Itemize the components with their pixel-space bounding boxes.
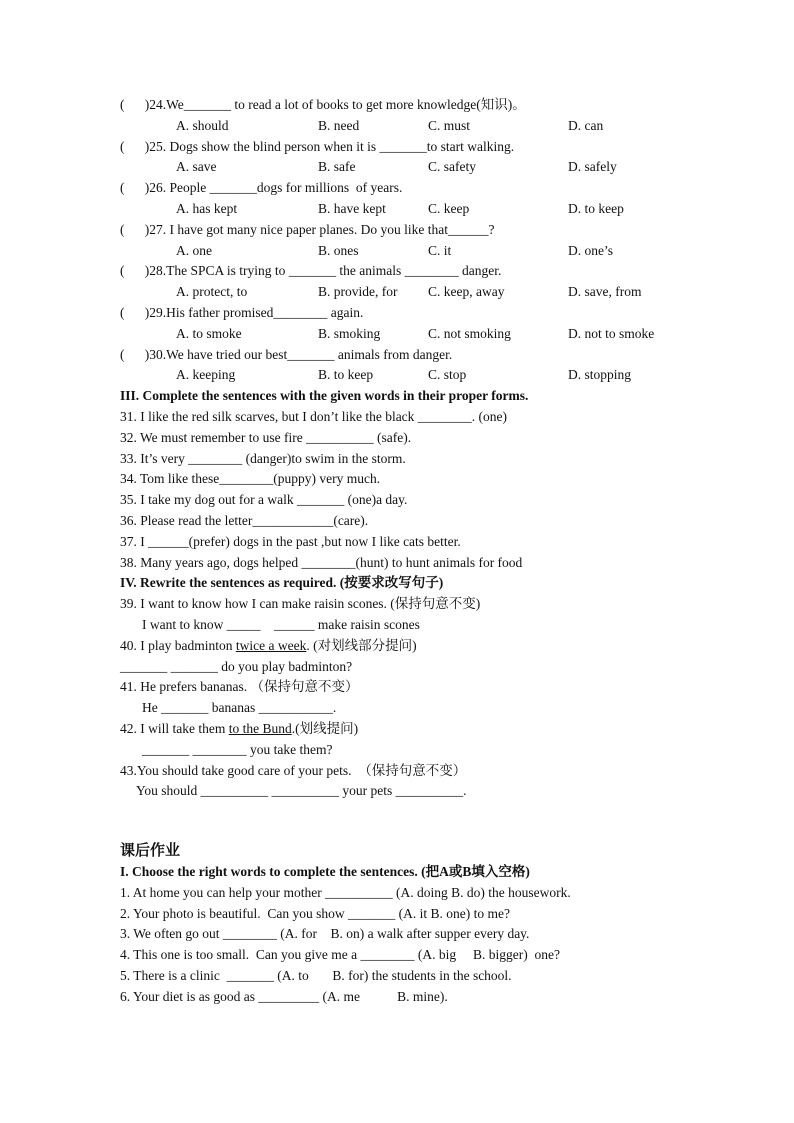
homework-item-6: 6. Your diet is as good as _________ (A. me B. mine). [120,988,448,1004]
option-d: D. stopping [568,367,632,383]
option-b: B. provide, for [318,284,398,300]
item-34: 34. Tom like these________(puppy) very much. [120,471,381,487]
option-d: D. one’s [568,242,613,258]
item-42-end: .(划线提问) [291,720,359,736]
item-42-start: 42. I will take them [120,720,229,736]
homework-item-2: 2. Your photo is beautiful. Can you show _______ (A. it B. one) to me? [120,905,510,921]
item-32: 32. We must remember to use fire __________ (safe). [120,429,412,445]
option-d: D. can [568,117,604,133]
options-27 [120,241,680,262]
mc-section [120,95,680,386]
option-a: A. should [176,117,229,133]
section-4 [120,573,680,802]
option-b: B. safe [318,159,356,175]
homework-section-1-title: I. Choose the right words to complete the sentences. (把A或B填入空格) [120,864,530,880]
item-40-underlined: twice a week [235,637,307,653]
option-c: C. keep [428,200,470,216]
homework-item-1: 1. At home you can help your mother __________ (A. doing B. do) the housework. [120,884,571,900]
option-b: B. need [318,117,360,133]
options-24 [120,116,680,137]
option-c: C. must [428,117,471,133]
homework-section [120,840,680,1008]
question-26: ( )26. People _______dogs for millions of years. [120,180,403,196]
section-3-title: III. Complete the sentences with the given words in their proper forms. [120,388,529,404]
question-28: ( )28.The SPCA is trying to _______ the animals ________ danger. [120,263,502,279]
option-c: C. it [428,242,452,258]
item-40 [120,636,680,657]
option-a: A. protect, to [176,284,248,300]
homework-item-3: 3. We often go out ________ (A. for B. on) a walk after supper every day. [120,926,530,942]
item-39-answer: I want to know _____ ______ make raisin scones [142,616,420,632]
option-c: C. stop [428,367,467,383]
option-b: B. ones [318,242,359,258]
option-b: B. to keep [318,367,374,383]
option-a: A. keeping [176,367,236,383]
item-42-underlined: to the Bund [228,720,292,736]
question-30: ( )30.We have tried our best_______ animals from danger. [120,346,453,362]
item-42-answer: _______ ________ you take them? [142,741,333,757]
item-41-answer: He _______ bananas ___________. [142,700,337,716]
item-37: 37. I ______(prefer) dogs in the past ,but now I like cats better. [120,533,461,549]
item-42 [120,719,680,740]
option-a: A. has kept [176,200,238,216]
question-25: ( )25. Dogs show the blind person when it is _______to start walking. [120,138,515,154]
option-c: C. keep, away [428,284,505,300]
option-d: D. not to smoke [568,325,655,341]
option-c: C. not smoking [428,325,511,341]
question-24: ( )24.We_______ to read a lot of books to get more knowledge(知识)。 [120,97,526,112]
item-40-answer: _______ _______ do you play badminton? [120,658,353,674]
option-a: A. save [176,159,217,175]
option-d: D. to keep [568,200,624,216]
item-43: 43.You should take good care of your pets. （保持句意不变） [120,762,467,778]
item-40-start: 40. I play badminton [120,637,236,653]
option-b: B. smoking [318,325,381,341]
option-a: A. to smoke [176,325,242,341]
option-b: B. have kept [318,200,386,216]
item-43-answer: You should __________ __________ your pets __________. [136,783,467,799]
question-27: ( )27. I have got many nice paper planes. Do you like that______? [120,221,495,237]
item-35: 35. I take my dog out for a walk _______ (one)a day. [120,492,408,508]
homework-item-4: 4. This one is too small. Can you give me a ________ (A. big B. bigger) one? [120,947,560,963]
item-40-end: . (对划线部分提问) [306,637,417,653]
option-d: D. save, from [568,284,642,300]
option-a: A. one [176,242,212,258]
question-29: ( )29.His father promised________ again. [120,304,364,320]
item-31: 31. I like the red silk scarves, but I don’t like the black ________. (one) [120,408,508,424]
item-38: 38. Many years ago, dogs helped ________(hunt) to hunt animals for food [120,554,523,570]
options-25 [120,157,680,178]
item-39: 39. I want to know how I can make raisin scones. (保持句意不变) [120,596,481,612]
item-33: 33. It’s very ________ (danger)to swim in the storm. [120,450,406,466]
section-3 [120,386,680,573]
worksheet [120,95,680,1008]
option-c: C. safety [428,159,476,175]
options-29 [120,324,680,345]
section-4-title: IV. Rewrite the sentences as required. (按要求改写句子) [120,575,444,591]
homework-title: 课后作业 [120,843,181,860]
item-36: 36. Please read the letter____________(care). [120,512,369,528]
options-28 [120,282,680,303]
item-41: 41. He prefers bananas. （保持句意不变） [120,679,359,695]
option-d: D. safely [568,159,617,175]
options-30 [120,365,680,386]
homework-item-5: 5. There is a clinic _______ (A. to B. for) the students in the school. [120,968,512,984]
options-26 [120,199,680,220]
